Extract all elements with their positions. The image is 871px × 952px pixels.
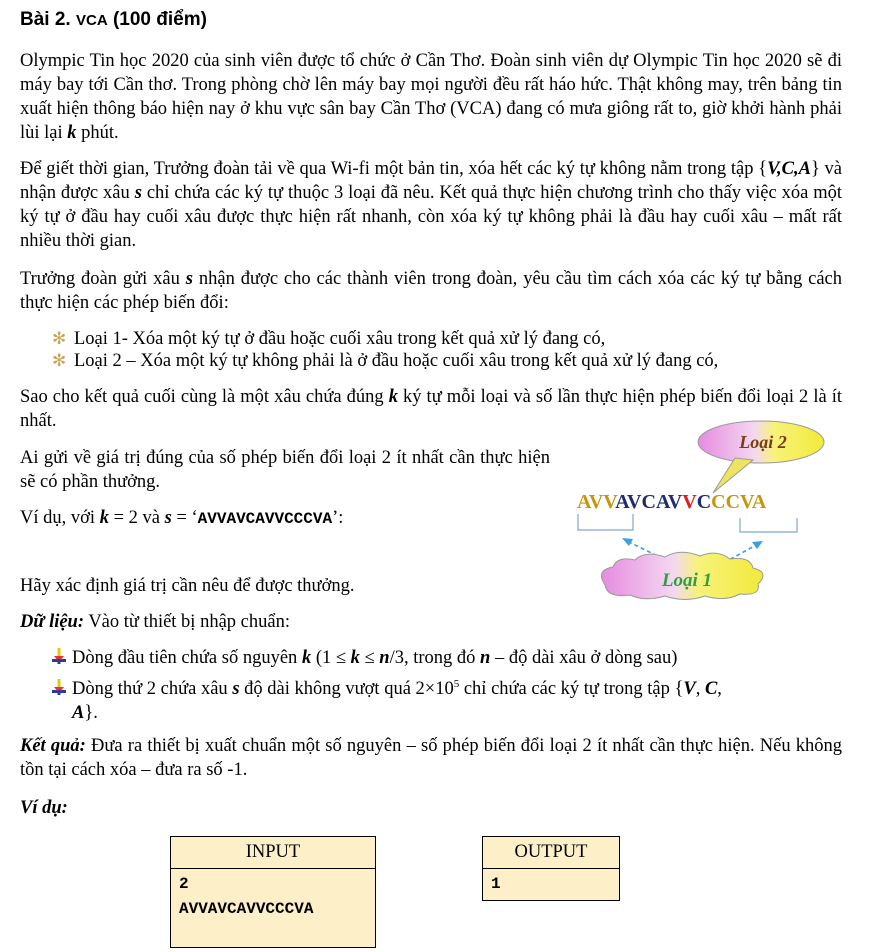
paragraph-example-intro: [20, 506, 550, 531]
para1-text: Olympic Tin học 2020 của sinh viên được tổ chức ở Cần Thơ. Đoàn sinh viên dự Olympic Tin học 2020 sẽ đi máy bay tới Cần thơ. Trong phòng chờ lên máy bay mọi người đều rất háo hức. Thật không may, trên bảng tin xuất hiện thông báo hiện nay ở khu vực sân bay Cần Thơ (VCA) đang có mưa giông rất to, giờ khởi hành phải lùi lại: [20, 51, 842, 143]
var-s: s: [164, 508, 172, 528]
para2-c: chỉ chứa các ký tự thuộc 3 loại đã nêu. Kết quả thực hiện chương trình cho thấy việc xóa một ký tự ở đầu hay cuối xâu được thực hiện rất nhanh, còn xóa ký tự không phải là đầu hay cuối xâu – mất rất nhiều thời gian.: [20, 183, 843, 251]
para6-a: Ví dụ, với: [20, 508, 96, 528]
output-text: Đưa ra thiết bị xuất chuẩn một số nguyên – số phép biến đổi loại 2 ít nhất cần thực hiện. Nếu không tồn tại cách xóa – đưa ra số -1.: [20, 736, 843, 780]
para7-text: Hãy xác định giá trị cần nêu để được thưởng.: [20, 576, 355, 596]
input-description: [20, 610, 842, 634]
input-line: AVVAVCAVVCCCVA: [179, 900, 314, 918]
left-bracket: [578, 514, 633, 530]
diagram-string: [577, 491, 767, 513]
line1-b: (1 ≤: [315, 648, 347, 668]
diagram-right-part: CCVA: [711, 491, 767, 513]
title-points: (100 điểm): [112, 9, 207, 30]
para1-end: phút.: [81, 123, 119, 143]
para2-b: } và nhận được xâu: [20, 159, 843, 203]
para5-text: Ai gửi về giá trị đúng của số phép biến đổi loại 2 ít nhất cần thực hiện sẽ có phần thưởng.: [20, 448, 550, 492]
line2-b: độ dài không vượt quá 2×10: [244, 679, 454, 700]
op-item-2: [52, 349, 718, 373]
var-k: k: [301, 648, 312, 668]
para4-a: Sao cho kết quả cuối cùng là một xâu chứa đúng: [20, 387, 384, 407]
input-header: INPUT: [171, 837, 376, 869]
output-content: [483, 869, 620, 901]
line1-a: Dòng đầu tiên chứa số nguyên: [72, 648, 298, 668]
set-c: C: [704, 679, 718, 700]
var-n: n: [480, 648, 491, 668]
op-2-text: Loại 2 – Xóa một ký tự không phải là ở đầu hoặc cuối xâu trong kết quả xử lý đang có,: [74, 351, 719, 371]
line1-e: – độ dài xâu ở dòng sau): [494, 648, 678, 668]
example-string: AVVAVCAVVCCCVA: [197, 510, 333, 528]
right-bracket: [740, 518, 797, 532]
line1-c: ≤: [364, 648, 375, 668]
para4-b: ký tự mỗi loại và số lần thực hiện phép biến đổi loại 2 là ít nhất.: [20, 387, 842, 431]
var-n: n: [379, 648, 390, 668]
paragraph-intro: [20, 49, 842, 145]
paragraph-reward: [20, 446, 550, 494]
var-s: s: [134, 183, 142, 203]
input-label: Dữ liệu:: [20, 612, 85, 632]
set-a: A: [72, 703, 85, 724]
type1-cloud: [601, 552, 763, 599]
comma: ,: [695, 679, 701, 700]
input-content: [171, 869, 376, 948]
snowflake-bullet-icon: ✻: [52, 351, 67, 370]
line2-a: Dòng thứ 2 chứa xâu: [72, 679, 228, 700]
type2-label: Loại 2: [739, 432, 787, 452]
input-line-1: [52, 646, 677, 670]
set-vca: V,C,A: [767, 159, 811, 179]
para3-a: Trưởng đoàn gửi xâu: [20, 269, 180, 289]
paragraph-send: [20, 267, 842, 315]
arrow-right-head: [752, 541, 763, 549]
op-1-text: Loại 1- Xóa một ký tự ở đầu hoặc cuối xâu trong kết quả xử lý đang có,: [74, 329, 606, 349]
op-item-1: [52, 327, 605, 351]
output-description: [20, 734, 842, 782]
output-label: Kết quả:: [20, 736, 86, 756]
line2-end: }.: [84, 703, 98, 724]
output-table: [482, 836, 620, 901]
input-line-2: [52, 672, 842, 725]
para2-a: Để giết thời gian, Trưởng đoàn tải về qua Wi-fi một bản tin, xóa hết các ký tự không nằm trong tập {: [20, 159, 768, 179]
diagram-mid-part: AVCAV: [615, 491, 683, 513]
paragraph-download: [20, 157, 842, 253]
example-heading: [20, 796, 842, 820]
down-arrow-bullet-icon: [52, 678, 72, 702]
problem-title: [20, 9, 207, 31]
var-s: s: [185, 269, 193, 289]
input-table: [170, 836, 376, 948]
type1-label: Loại 1: [661, 570, 713, 591]
input-text: Vào từ thiết bị nhập chuẩn:: [88, 612, 290, 632]
example-label: Ví dụ:: [20, 798, 68, 818]
output-line: 1: [491, 875, 501, 893]
var-k: k: [388, 387, 398, 407]
title-name: VCA: [75, 12, 108, 29]
var-k: k: [99, 508, 109, 528]
para6-eq1: = 2 và: [113, 508, 160, 528]
var-k: k: [67, 123, 77, 143]
title-prefix: Bài 2.: [20, 9, 71, 30]
type2-bubble-tail: [713, 458, 753, 493]
output-header: OUTPUT: [483, 837, 620, 869]
type2-callout: [698, 421, 824, 493]
input-line: 2: [179, 875, 189, 893]
line2-c: chỉ chứa các ký tự trong tập {: [463, 679, 684, 700]
arrow-left-head: [622, 538, 633, 546]
para6-end: ’:: [332, 508, 344, 528]
paragraph-task: [20, 574, 550, 598]
exponent: 5: [453, 678, 460, 690]
var-s: s: [232, 679, 240, 700]
comma: ,: [717, 679, 722, 700]
set-v: V: [683, 679, 696, 700]
diagram-left-part: AVV: [577, 491, 616, 513]
var-k: k: [350, 648, 360, 668]
down-arrow-bullet-icon: [52, 647, 72, 671]
example-diagram: [565, 420, 825, 600]
para3-b: nhận được cho các thành viên trong đoàn, yêu cầu tìm cách xóa các ký tự bằng cách thực hiện các phép biến đổi:: [20, 269, 843, 313]
diagram-red-part: V: [682, 491, 697, 513]
para6-eq2: = ‘: [176, 508, 198, 528]
snowflake-bullet-icon: ✻: [52, 329, 67, 348]
diagram-mid-part2: C: [696, 491, 712, 513]
line1-d: /3, trong đó: [389, 648, 476, 668]
